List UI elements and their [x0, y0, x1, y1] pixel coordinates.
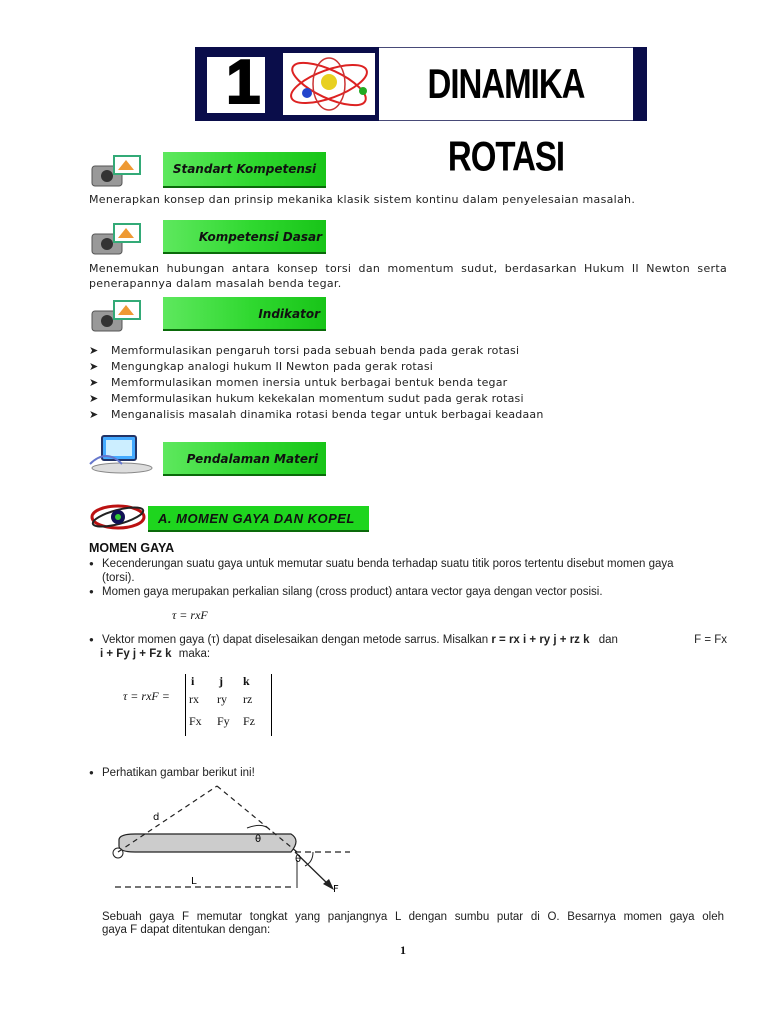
bullet-dot-icon: ● [89, 559, 94, 568]
sarrus-text: Vektor momen gaya (τ) dapat diselesaikan dengan metode sarrus. Misalkan [102, 634, 489, 646]
matrix-cell: i [191, 674, 195, 688]
indikator-header: Indikator [163, 297, 326, 331]
r-vector: r = rx i + ry j + rz k [491, 634, 590, 646]
sarrus-line2 [89, 647, 729, 661]
matrix-cell: rz [243, 692, 253, 706]
list-item: ➤ Mengungkap analogi hukum II Newton pada gerak rotasi [89, 360, 434, 373]
kompetensi-dasar-header: Kompetensi Dasar [163, 220, 326, 254]
label-d: d [153, 812, 160, 823]
arrow-bullet-icon: ➤ [89, 376, 99, 389]
matrix-cell: rx [189, 692, 199, 706]
list-item: ➤ Memformulasikan hukum kekekalan momentum sudut pada gerak rotasi [89, 392, 524, 405]
matrix-cell: Fz [243, 714, 255, 728]
indikator-list [89, 343, 729, 423]
bullet-list [89, 557, 729, 599]
bottom-text-line2: gaya F dapat ditentukan dengan: [102, 924, 271, 936]
pendalaman-materi-header: Pendalaman Materi [163, 442, 326, 476]
maka-word: maka: [178, 648, 211, 660]
matrix-cell: Fx [189, 714, 202, 728]
section-a-header: A. MOMEN GAYA DAN KOPEL [148, 506, 369, 532]
chapter-number: 1 [226, 48, 261, 117]
camera-icon [88, 152, 156, 192]
sarrus-bullet [89, 633, 729, 661]
matrix-cell: k [243, 674, 250, 688]
kompetensi-text-line1: Menemukan hubungan antara konsep torsi dan momentum sudut, berdasarkan Hukum II Newton serta [89, 262, 727, 275]
atom-icon [89, 500, 147, 534]
standart-kompetensi-header: Standart Kompetensi [163, 152, 326, 188]
list-item: ● Perhatikan gambar berikut ini! [89, 767, 255, 779]
momen-gaya-heading: MOMEN GAYA [89, 541, 175, 555]
dan-word: dan [598, 634, 618, 646]
determinant-formula-lhs: τ = rxF = [123, 689, 170, 703]
matrix-cell: ry [217, 692, 227, 706]
label-theta-1: θ [255, 834, 262, 845]
matrix-cell: j [219, 674, 223, 688]
camera-icon [88, 220, 156, 260]
torque-formula: τ = rxF [172, 608, 208, 622]
page-number: 1 [400, 943, 406, 957]
list-item-continued: (torsi). [102, 572, 135, 584]
lever-figure [105, 780, 355, 895]
chapter-title: DINAMIKA ROTASI [379, 48, 633, 121]
arrow-bullet-icon: ➤ [89, 344, 99, 357]
determinant-matrix [185, 674, 285, 738]
standart-text: Menerapkan konsep dan prinsip mekanika klasik sistem kontinu dalam penyelesaian masalah. [89, 193, 636, 206]
label-F: F [333, 884, 339, 895]
bottom-text-line1: Sebuah gaya F memutar tongkat yang panjangnya L dengan sumbu putar di O. Besarnya momen gaya oleh [102, 911, 724, 923]
bullet-dot-icon: ● [89, 587, 94, 596]
f-vector-part2: i + Fy j + Fz k [100, 648, 172, 660]
f-vector-part1: F = Fx [694, 634, 727, 646]
bullet-dot-icon: ● [89, 635, 94, 644]
camera-icon [88, 297, 156, 337]
arrow-bullet-icon: ➤ [89, 408, 99, 421]
list-item: ➤ Memformulasikan momen inersia untuk berbagai bentuk benda tegar [89, 376, 508, 389]
kompetensi-text-line2: penerapannya dalam masalah benda tegar. [89, 277, 342, 290]
list-item: ● Kecenderungan suatu gaya untuk memutar suatu benda terhadap suatu titik poros tertentu disebut momen gaya [89, 558, 674, 570]
arrow-bullet-icon: ➤ [89, 360, 99, 373]
figure-intro [89, 766, 729, 780]
arrow-bullet-icon: ➤ [89, 392, 99, 405]
computer-icon [86, 434, 158, 476]
bullet-dot-icon: ● [89, 768, 94, 777]
label-theta-2: θ [295, 854, 302, 865]
list-item: ➤ Memformulasikan pengaruh torsi pada sebuah benda pada gerak rotasi [89, 344, 520, 357]
list-item: ➤ Menganalisis masalah dinamika rotasi benda tegar untuk berbagai keadaan [89, 408, 544, 421]
sarrus-line1 [89, 633, 729, 647]
atom-logo [283, 53, 375, 115]
label-L: L [191, 876, 197, 887]
matrix-cell: Fy [217, 714, 230, 728]
list-item: ● Momen gaya merupakan perkalian silang (cross product) antara vector gaya dengan vector posisi. [89, 586, 603, 598]
